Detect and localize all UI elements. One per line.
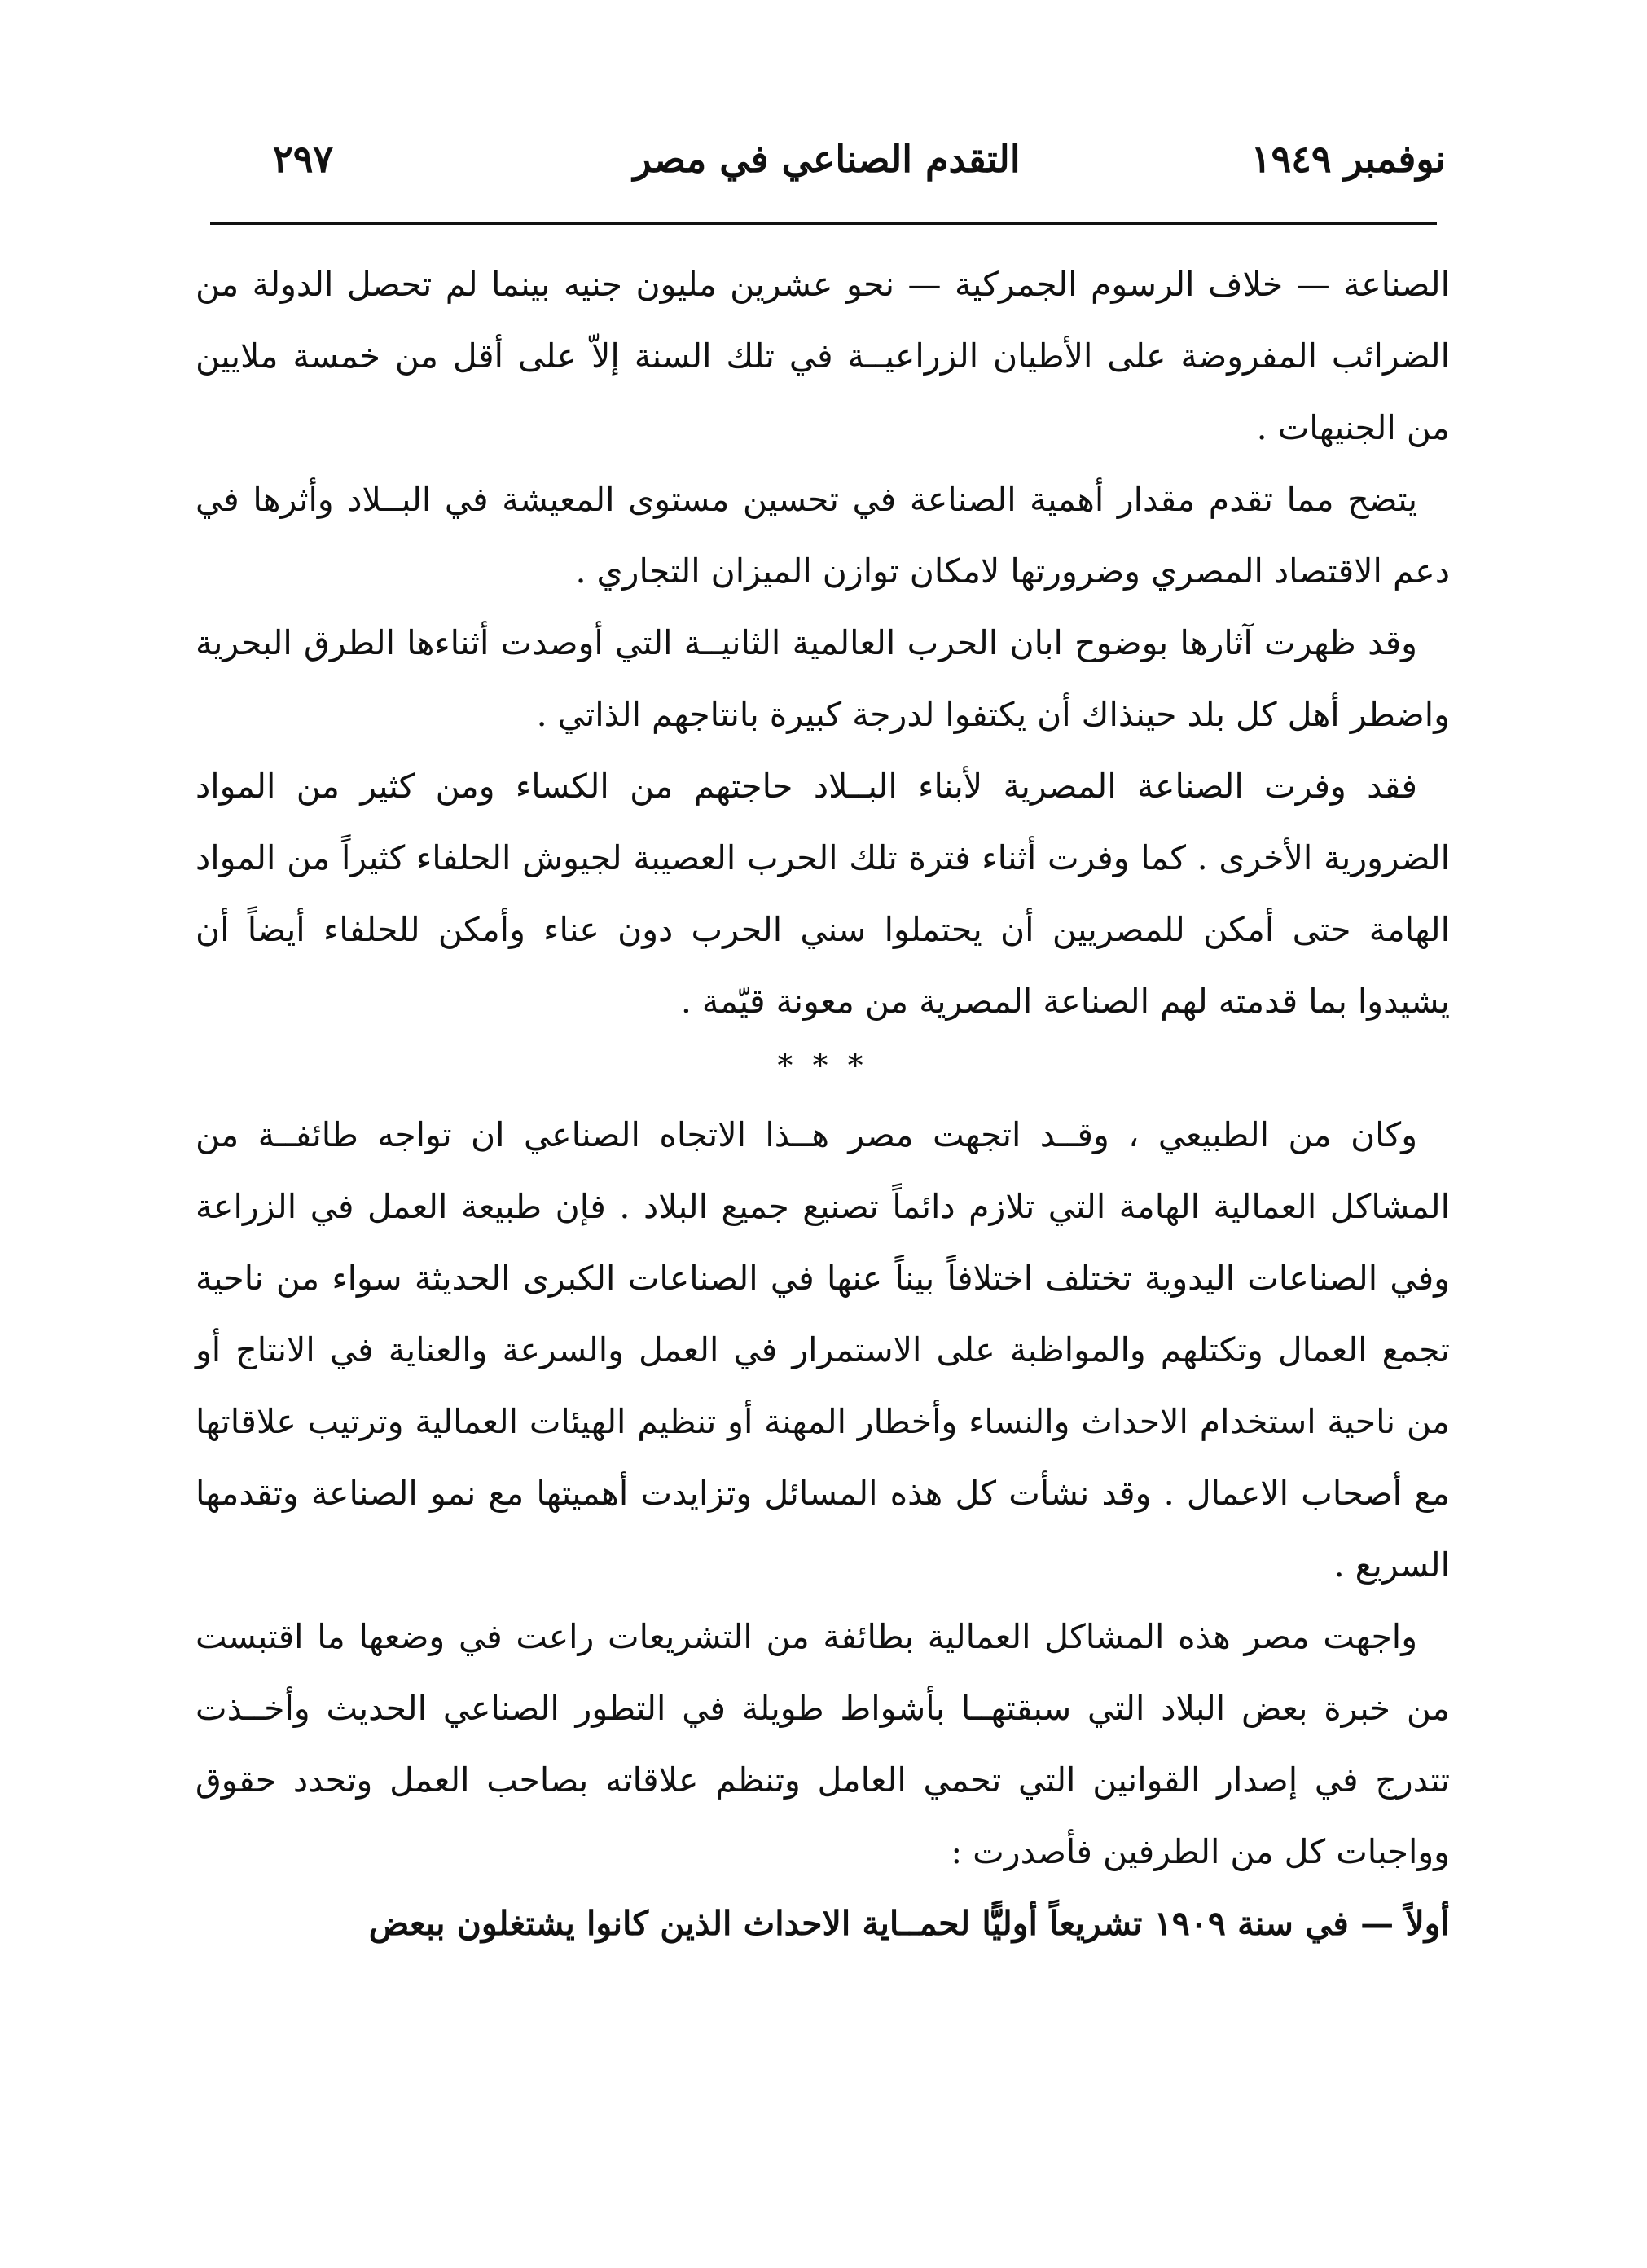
body-text	[195, 248, 1450, 1959]
paragraph-2: يتضح مما تقدم مقدار أهمية الصناعة في تحسين مستوى المعيشة في البــلاد وأثرها في دعم الاقتصاد المصري وضرورتها لامكان توازن الميزان التجاري .	[195, 480, 1450, 591]
page-header	[208, 137, 1446, 210]
header-rule	[210, 222, 1437, 225]
paragraph-5: وكان من الطبيعي ، وقــد اتجهت مصر هــذا الاتجاه الصناعي ان تواجه طائفــة من المشاكل العمالية الهامة التي تلازم دائماً تصنيع جميع البلاد . فإن طبيعة العمل في الزراعة وفي الصناعات اليدوية تختلف اختلافاً بيناً عنها في الصناعات الكبرى الحديثة سواء من ناحية تجمع العمال وتكتلهم والمواظبة على الاستمرار في العمل والسرعة والعناية في الانتاج أو من ناحية استخدام الاحداث والنساء وأخطار المهنة أو تنظيم الهيئات العمالية وترتيب علاقاتها مع أصحاب الاعمال . وقد نشأت كل هذه المسائل وتزايدت أهميتها مع نمو الصناعة وتقدمها السريع .	[195, 1115, 1450, 1585]
paragraph-7: أولاً — في سنة ١٩٠٩ تشريعاً أوليًّا لحمــاية الاحداث الذين كانوا يشتغلون ببعض	[368, 1904, 1450, 1943]
header-date: نوفمبر ١٩٤٩	[1250, 137, 1446, 181]
section-separator: * * *	[777, 1048, 868, 1083]
header-title: التقدم الصناعي في مصر	[633, 137, 1021, 181]
paragraph-4: فقد وفرت الصناعة المصرية لأبناء البــلاد حاجتهم من الكساء ومن كثير من المواد الضرورية الأخرى . كما وفرت أثناء فترة تلك الحرب العصيبة لجيوش الحلفاء كثيراً من المواد الهامة حتى أمكن للمصريين أن يحتملوا سني الحرب دون عناء وأمكن للحلفاء أيضاً أن يشيدوا بما قدمته لهم الصناعة المصرية من معونة قيّمة .	[195, 767, 1450, 1021]
paragraph-6: واجهت مصر هذه المشاكل العمالية بطائفة من التشريعات راعت في وضعها ما اقتبست من خبرة بعض البلاد التي سبقتهــا بأشواط طويلة في التطور الصناعي الحديث وأخــذت تتدرج في إصدار القوانين التي تحمي العامل وتنظم علاقاته بصاحب العمل وتحدد حقوق وواجبات كل من الطرفين فأصدرت :	[195, 1617, 1450, 1871]
paragraph-3: وقد ظهرت آثارها بوضوح ابان الحرب العالمية الثانيــة التي أوصدت أثناءها الطرق البحرية واضطر أهل كل بلد حينذاك أن يكتفوا لدرجة كبيرة بانتاجهم الذاتي .	[195, 623, 1450, 734]
paragraph-1: الصناعة — خلاف الرسوم الجمركية — نحو عشرين مليون جنيه بينما لم تحصل الدولة من الضرائب المفروضة على الأطيان الزراعيــة في تلك السنة إلاّ على أقل من خمسة ملايين من الجنيهات .	[195, 265, 1450, 447]
page-number: ٢٩٧	[273, 137, 334, 181]
